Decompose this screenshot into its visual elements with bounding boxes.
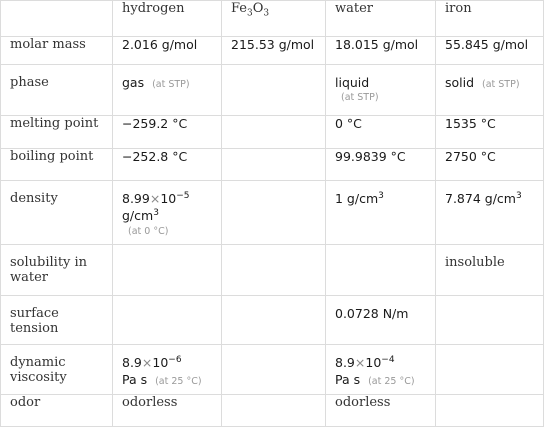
water-viscosity-exp: −4: [381, 354, 395, 365]
row-label-dynamic-viscosity: [1, 345, 113, 395]
iron-density-exp: 3: [515, 190, 522, 201]
cell-fe3o3-solubility: [222, 245, 326, 296]
header-hydrogen: hydrogen: [113, 1, 222, 37]
cell-fe3o3-phase: [222, 65, 326, 116]
cell-water-solubility: [326, 245, 436, 296]
cell-fe3o3-boiling-point: [222, 149, 326, 181]
header-fe3o3: [222, 1, 326, 37]
hydrogen-density-times: ×: [149, 191, 161, 206]
hydrogen-viscosity-mantissa: 8.9: [122, 355, 142, 370]
water-viscosity-mantissa: 8.9: [335, 355, 355, 370]
hydrogen-density-note: (at 0 °C): [128, 226, 169, 237]
cell-hydrogen-surface-tension: [113, 296, 222, 345]
cell-water-dynamic-viscosity: [326, 345, 436, 395]
cell-fe3o3-surface-tension: [222, 296, 326, 345]
hydrogen-density-mantissa: 8.99: [122, 191, 150, 206]
cell-water-molar-mass: 18.015 g/mol: [326, 37, 436, 65]
water-viscosity-unit: Pa s: [335, 372, 361, 387]
hydrogen-viscosity-unit: Pa s: [122, 372, 148, 387]
cell-water-boiling-point: 99.9839 °C: [326, 149, 436, 181]
row-phase: [1, 65, 544, 116]
row-surface-tension: [1, 296, 544, 345]
cell-water-melting-point: 0 °C: [326, 116, 436, 149]
cell-water-odor: odorless: [326, 395, 436, 427]
iron-phase-value: solid: [445, 75, 475, 90]
cell-iron-dynamic-viscosity: [436, 345, 544, 395]
cell-iron-surface-tension: [436, 296, 544, 345]
cell-hydrogen-dynamic-viscosity: [113, 345, 222, 395]
row-label-surface-tension: [1, 296, 113, 345]
cell-fe3o3-melting-point: [222, 116, 326, 149]
cell-iron-melting-point: 1535 °C: [436, 116, 544, 149]
header-row: [1, 1, 544, 37]
hydrogen-viscosity-note: (at 25 °C): [155, 376, 202, 387]
cell-fe3o3-molar-mass: 215.53 g/mol: [222, 37, 326, 65]
iron-phase-note: (at STP): [482, 79, 520, 90]
cell-iron-phase: [436, 65, 544, 116]
hydrogen-viscosity-unit-line: [122, 372, 221, 387]
fe-mid: O: [252, 1, 264, 16]
row-boiling-point: [1, 149, 544, 181]
water-phase-value: liquid: [335, 75, 370, 90]
cell-iron-boiling-point: 2750 °C: [436, 149, 544, 181]
water-viscosity-unit-line: [335, 372, 435, 387]
row-label-melting-point: melting point: [1, 116, 113, 149]
fe-sub1: 3: [247, 8, 253, 19]
fe-base: Fe: [231, 1, 248, 16]
hydrogen-density-unit-exp: 3: [153, 207, 159, 218]
solubility-label-line2: water: [10, 270, 49, 285]
water-viscosity-value: [335, 355, 435, 370]
header-water: water: [326, 1, 436, 37]
cell-iron-solubility: insoluble: [436, 245, 544, 296]
cell-iron-molar-mass: 55.845 g/mol: [436, 37, 544, 65]
surface-tension-label-line2: tension: [10, 321, 59, 336]
row-label-density: density: [1, 181, 113, 245]
cell-water-density: [326, 181, 436, 245]
cell-iron-odor: [436, 395, 544, 427]
hydrogen-viscosity-base: 10: [152, 355, 169, 370]
hydrogen-density-unit-base: g/cm: [122, 208, 154, 223]
hydrogen-density-base: 10: [160, 191, 177, 206]
iron-density-value: 7.874 g/cm: [445, 191, 516, 206]
water-viscosity-times: ×: [354, 355, 366, 370]
water-density-value: 1 g/cm: [335, 191, 379, 206]
hydrogen-density-unit: [122, 208, 221, 223]
surface-tension-label-line1: surface: [10, 306, 59, 321]
row-molar-mass: [1, 37, 544, 65]
hydrogen-viscosity-times: ×: [141, 355, 153, 370]
cell-hydrogen-phase: [113, 65, 222, 116]
hydrogen-density-value: [122, 191, 221, 206]
cell-water-surface-tension: 0.0728 N/m: [326, 296, 436, 345]
row-label-molar-mass: molar mass: [1, 37, 113, 65]
water-density-exp: 3: [378, 190, 384, 201]
row-dynamic-viscosity: [1, 345, 544, 395]
water-phase-note: (at STP): [341, 92, 379, 103]
row-density: [1, 181, 544, 245]
row-label-solubility: [1, 245, 113, 296]
row-solubility: [1, 245, 544, 296]
cell-fe3o3-density: [222, 181, 326, 245]
row-melting-point: [1, 116, 544, 149]
row-label-phase: phase: [1, 65, 113, 116]
header-empty: [1, 1, 113, 37]
header-iron: iron: [436, 1, 544, 37]
row-label-odor: odor: [1, 395, 113, 427]
cell-hydrogen-melting-point: −259.2 °C: [113, 116, 222, 149]
cell-hydrogen-solubility: [113, 245, 222, 296]
fe-sub2: 3: [263, 8, 270, 19]
solubility-label-line1: solubility in: [10, 255, 88, 270]
cell-hydrogen-odor: odorless: [113, 395, 222, 427]
cell-iron-density: [436, 181, 544, 245]
hydrogen-viscosity-exp: −6: [168, 354, 182, 365]
hydrogen-phase-value: gas: [122, 75, 145, 90]
hydrogen-viscosity-value: [122, 355, 221, 370]
cell-hydrogen-boiling-point: −252.8 °C: [113, 149, 222, 181]
hydrogen-phase-note: (at STP): [152, 79, 190, 90]
dynamic-viscosity-label-line2: viscosity: [10, 370, 67, 385]
cell-fe3o3-odor: [222, 395, 326, 427]
row-label-boiling-point: boiling point: [1, 149, 113, 181]
hydrogen-density-exp: −5: [176, 190, 190, 201]
cell-fe3o3-dynamic-viscosity: [222, 345, 326, 395]
cell-water-phase: [326, 65, 436, 116]
water-viscosity-note: (at 25 °C): [368, 376, 415, 387]
cell-hydrogen-density: [113, 181, 222, 245]
row-odor: [1, 395, 544, 427]
dynamic-viscosity-label-line1: dynamic: [10, 355, 66, 370]
cell-hydrogen-molar-mass: 2.016 g/mol: [113, 37, 222, 65]
water-viscosity-base: 10: [365, 355, 382, 370]
